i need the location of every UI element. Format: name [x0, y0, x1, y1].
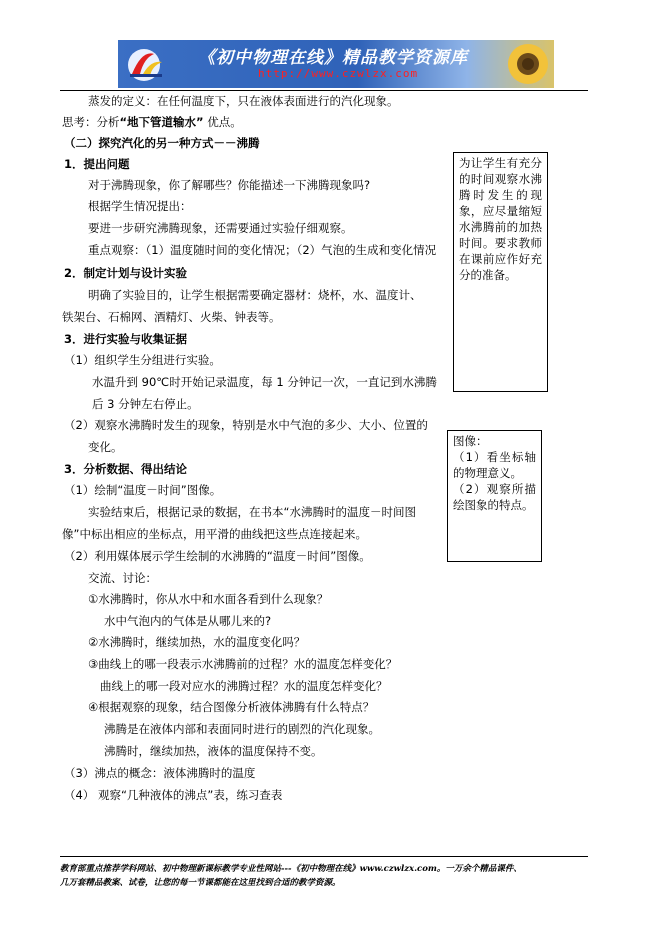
question-4: ④根据观察的现象，结合图像分析液体沸腾有什么特点？ [88, 700, 375, 714]
side-note-point-2: （2）观察所描绘图象的特点。 [453, 482, 536, 512]
banner-title: 《初中物理在线》精品教学资源库 [198, 48, 468, 68]
section-heading-boiling: （二）探究汽化的另一种方式－－沸腾 [64, 136, 260, 150]
step-2-heading: 2．制定计划与设计实验 [64, 266, 188, 280]
footer-line-1: 教育部重点推荐学科网站、初中物理新课标教学专业性网站---《初中物理在线》www.czwlzx.com。一万余个精品课件、 [60, 864, 522, 874]
side-note-point-1: （1）看坐标轴的物理意义。 [453, 450, 536, 480]
side-note-title: 图像： [453, 434, 488, 448]
question-3: ③曲线上的哪一段表示水沸腾前的过程？水的温度怎样变化？ [88, 657, 398, 671]
evaporation-definition: 蒸发的定义：在任何温度下，只在液体表面进行的汽化现象。 [88, 94, 399, 108]
paragraph-line: 变化。 [88, 440, 123, 454]
step-1-heading: 1．提出问题 [64, 157, 130, 171]
think-suffix: 优点。 [203, 115, 242, 129]
think-prefix: 思考：分析 [62, 115, 120, 129]
side-note-box [453, 152, 548, 392]
question-1: ①水沸腾时，你从水中和水面各看到什么现象？ [88, 592, 329, 606]
paragraph-line: （4） 观察“几种液体的沸点”表，练习查表 [64, 788, 283, 802]
header-banner [118, 40, 554, 88]
paragraph-line: （2）利用媒体展示学生绘制的水沸腾的“温度－时间”图像。 [64, 549, 371, 563]
paragraph-line: 实验结束后，根据记录的数据，在书本“水沸腾时的温度－时间图 [88, 505, 416, 519]
site-logo-icon [124, 44, 168, 84]
paragraph-line: （1）组织学生分组进行实验。 [64, 353, 221, 367]
paragraph-line: 铁架台、石棉网、酒精灯、火柴、钟表等。 [62, 310, 281, 324]
footer-rule [60, 856, 588, 857]
step-3-heading: 3．进行实验与收集证据 [64, 332, 188, 346]
paragraph-line: 沸腾时，继续加热，液体的温度保持不变。 [104, 744, 323, 758]
paragraph-line: 水温升到 90℃时开始记录温度，每 1 分钟记一次，一直记到水沸腾 [92, 375, 437, 389]
paragraph-line: 交流、讨论： [88, 571, 157, 585]
think-line [62, 115, 242, 129]
paragraph-line: （1）绘制“温度－时间”图像。 [64, 483, 222, 497]
paragraph-line: （3）沸点的概念：液体沸腾时的温度 [64, 766, 256, 780]
footer-line-2: 几万套精品教案、试卷，让您的每一节课都能在这里找到合适的教学资源。 [60, 878, 341, 888]
paragraph-line: 曲线上的哪一段对应水的沸腾过程？水的温度怎样变化？ [100, 679, 388, 693]
header-rule [60, 90, 588, 91]
paragraph-line: 沸腾是在液体内部和表面同时进行的剧烈的汽化现象。 [104, 722, 380, 736]
paragraph-line: 像”中标出相应的坐标点，用平滑的曲线把这些点连接起来。 [62, 527, 367, 541]
paragraph-line: 对于沸腾现象，你了解哪些？你能描述一下沸腾现象吗? [88, 178, 371, 192]
think-topic: “地下管道输水” [119, 115, 204, 129]
paragraph-line: 根据学生情况提出： [88, 199, 192, 213]
paragraph-line: 重点观察：（1）温度随时间的变化情况；（2）气泡的生成和变化情况 [88, 243, 437, 257]
paragraph-line: （2）观察水沸腾时发生的现象，特别是水中气泡的多少、大小、位置的 [64, 418, 428, 432]
step-4-heading: 3．分析数据、得出结论 [64, 462, 188, 476]
side-note-box-graph [447, 430, 542, 562]
sunflower-icon [504, 40, 552, 88]
question-2: ②水沸腾时，继续加热，水的温度变化吗？ [88, 635, 306, 649]
paragraph-line: 水中气泡内的气体是从哪儿来的? [104, 614, 272, 628]
paragraph-line: 明确了实验目的，让学生根据需要确定器材：烧杯，水、温度计、 [88, 288, 422, 302]
banner-url[interactable]: http://www.czwlzx.com [258, 67, 419, 80]
page-footer [60, 862, 620, 890]
side-note-text: 为让学生有充分的时间观察水沸腾时发生的现象，应尽量缩短水沸腾前的加热时间。要求教师在课前应作好充分的准备。 [459, 156, 542, 282]
paragraph-line: 要进一步研究沸腾现象，还需要通过实验仔细观察。 [88, 221, 353, 235]
paragraph-line: 后 3 分钟左右停止。 [92, 397, 199, 411]
